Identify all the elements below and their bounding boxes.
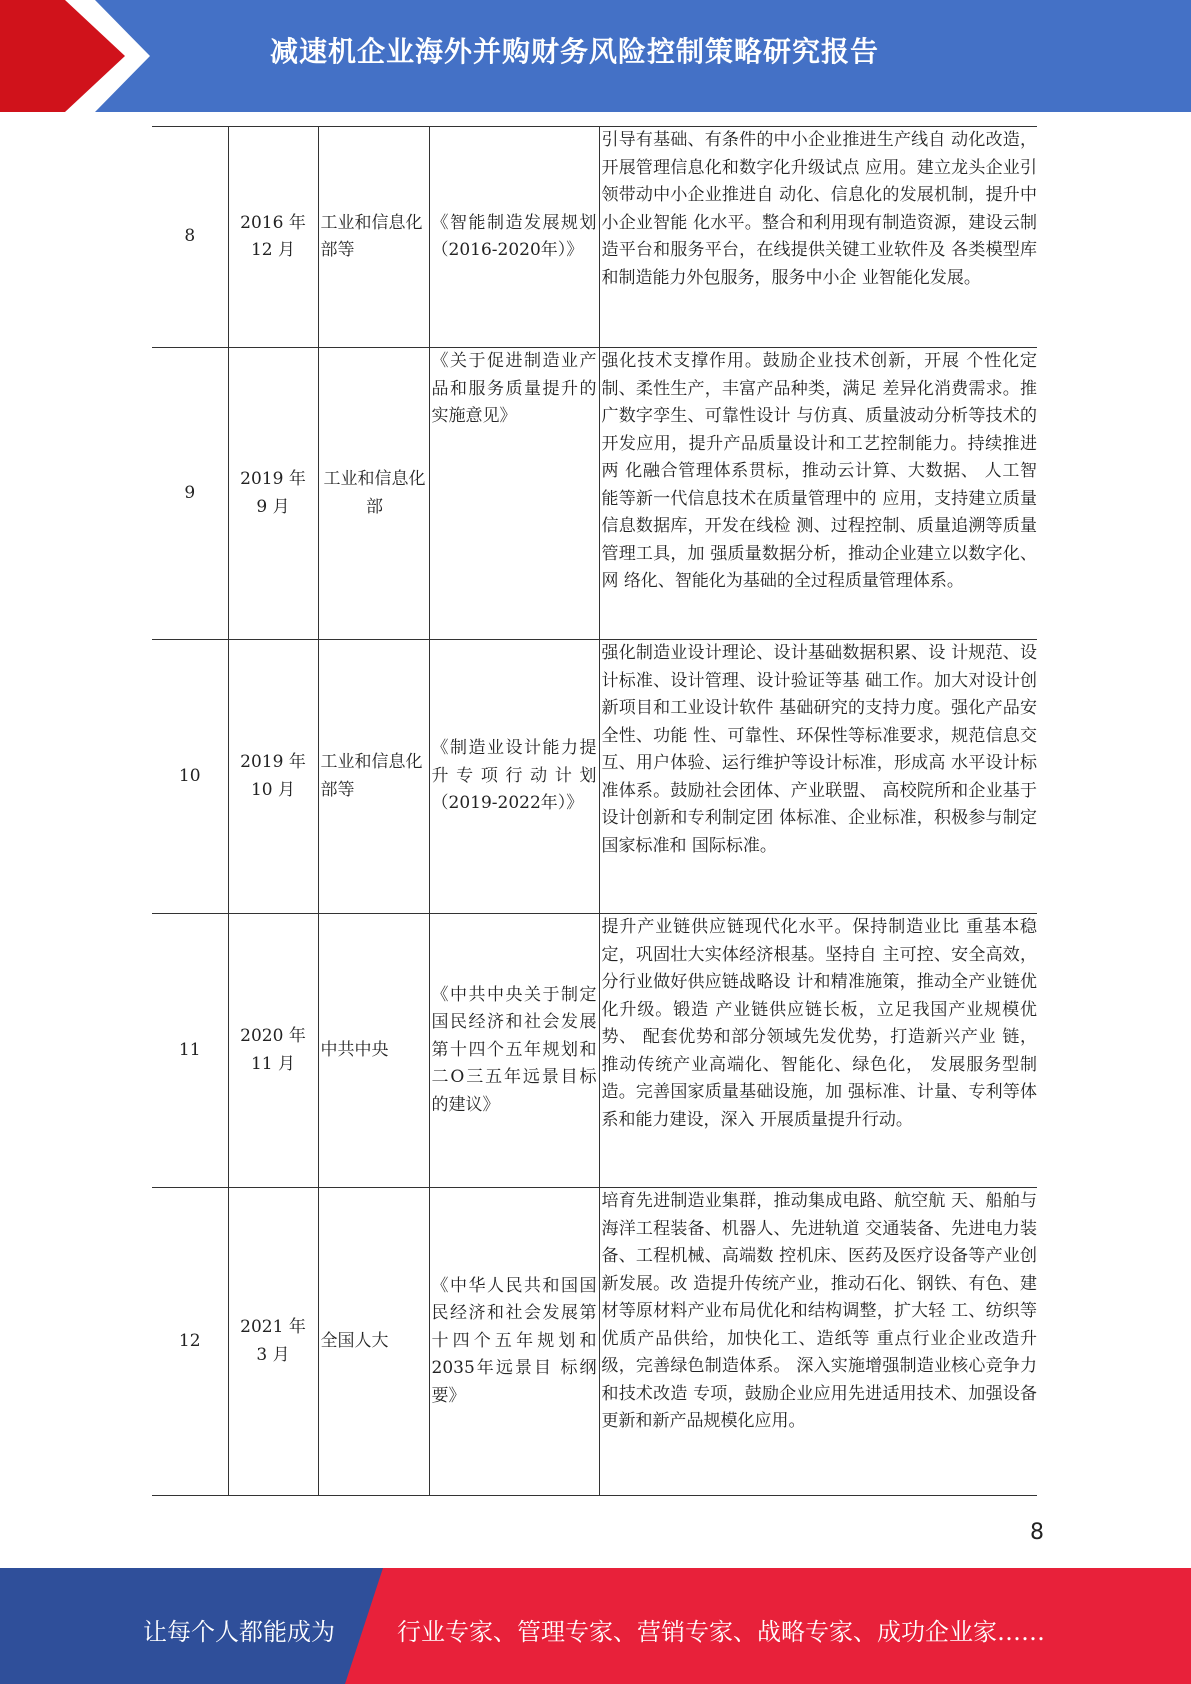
row-document: 《关于促进制造业产品和服务质量提升的实施意见》 [429, 348, 599, 640]
row-date-year: 2021 年 [240, 1317, 306, 1337]
row-number: 8 [152, 127, 228, 348]
row-number: 12 [152, 1188, 228, 1496]
table-row [152, 348, 1037, 640]
table-row [152, 127, 1037, 348]
header-chevron-decoration [0, 0, 160, 112]
row-content [599, 1188, 1037, 1496]
row-content-text: 提升产业链供应链现代化水平。保持制造业比 重基本稳定，巩固壮大实体经济根基。坚持自 主可控、安全高效，分行业做好供应链战略设 计和精准施策，推动全产业链优化升级。锻造 产业链供应链长板，立足我国产业规模优势、 配套优势和部分领域先发优势，打造新兴产业 链，推动传统产业高端化、智能化、绿色化， 发展服务型制造。完善国家质量基础设施，加 强标准、计量、专利等体系和能力建设，深入 开展质量提升行动。 [601, 917, 1037, 1130]
row-date-year: 2016 年 [240, 212, 306, 233]
row-content-text: 强化制造业设计理论、设计基础数据积累、设 计规范、设计标准、设计管理、设计验证等基 础工作。加大对设计创新项目和工业设计软件 基础研究的支持力度。强化产品安全性、功能 性、可靠性、环保性等标准要求，规范信息交 互、用户体验、运行维护等设计标准，形成高 水平设计标准体系。鼓励社会团体、产业联盟、 高校院所和企业基于设计创新和专利制定团 体标准、企业标准，积极参与制定国家标准和 国际标准。 [601, 643, 1037, 856]
row-content [599, 348, 1037, 640]
row-number: 10 [152, 640, 228, 914]
row-date-month: 9 月 [256, 496, 290, 517]
row-document: 《智能制造发展规划（2016-2020年）》 [429, 127, 599, 348]
footer-slogan-right: 行业专家、管理专家、营销专家、战略专家、成功企业家…… [397, 1618, 1045, 1646]
report-title: 减速机企业海外并购财务风险控制策略研究报告 [270, 35, 880, 68]
row-date-month: 3 月 [256, 1344, 290, 1365]
row-number: 9 [152, 348, 228, 640]
row-date [228, 640, 318, 914]
row-department: 工业和信息化部 [318, 348, 429, 640]
row-date [228, 127, 318, 348]
row-content [599, 640, 1037, 914]
footer-slogan-left: 让每个人都能成为 [143, 1618, 335, 1646]
row-document: 《中共中央关于制定国民经济和社会发展第十四个五年规划和二O三五年远景目标的建议》 [429, 914, 599, 1188]
row-content-text: 引导有基础、有条件的中小企业推进生产线自 动化改造，开展管理信息化和数字化升级试点 应用。建立龙头企业引领带动中小企业推进自 动化、信息化的发展机制，提升中小企业智能 化水平。整合和利用现有制造资源，建设云制 造平台和服务平台，在线提供关键工业软件及 各类模型库和制造能力外包服务，服务中小企 业智能化发展。 [601, 130, 1037, 288]
row-department: 工业和信息化部等 [318, 640, 429, 914]
row-department: 工业和信息化部等 [318, 127, 429, 348]
row-date-year: 2019 年 [240, 469, 306, 489]
row-document: 《制造业设计能力提升专项行动计划（2019-2022年）》 [429, 640, 599, 914]
row-content [599, 914, 1037, 1188]
row-document: 《中华人民共和国国民经济和社会发展第十四个五年规划和 2035年远景目 标纲要》 [429, 1188, 599, 1496]
row-date [228, 1188, 318, 1496]
row-department: 全国人大 [318, 1188, 429, 1496]
row-date [228, 348, 318, 640]
table-row [152, 1188, 1037, 1496]
table-row [152, 914, 1037, 1188]
row-content-text: 强化技术支撑作用。鼓励企业技术创新，开展 个性化定制、柔性生产，丰富产品种类，满足 差异化消费需求。推广数字孪生、可靠性设计 与仿真、质量波动分析等技术的开发应用，提升产品质量设计和工艺控制能力。持续推进两 化融合管理体系贯标，推动云计算、大数据、 人工智能等新一代信息技术在质量管理中的 应用，支持建立质量信息数据库，开发在线检 测、过程控制、质量追溯等质量管理工具，加 强质量数据分析，推动企业建立以数字化、网 络化、智能化为基础的全过程质量管理体系。 [601, 351, 1037, 591]
row-date-year: 2020 年 [240, 1026, 306, 1046]
row-date-month: 12 月 [250, 240, 296, 260]
row-content [599, 127, 1037, 348]
page-number: 8 [1030, 1520, 1044, 1545]
row-content-text: 培育先进制造业集群，推动集成电路、航空航 天、船舶与海洋工程装备、机器人、先进轨道 交通装备、先进电力装备、工程机械、高端数 控机床、医药及医疗设备等产业创新发展。改 造提升传统产业，推动石化、钢铁、有色、建 材等原材料产业布局优化和结构调整，扩大轻 工、纺织等优质产品供给，加快化工、造纸等 重点行业企业改造升级，完善绿色制造体系。 深入实施增强制造业核心竞争力和技术改造 专项，鼓励企业应用先进适用技术、加强设备 更新和新产品规模化应用。 [601, 1191, 1037, 1431]
row-date-month: 11 月 [250, 1053, 296, 1074]
row-number: 11 [152, 914, 228, 1188]
page-header [0, 0, 1191, 112]
page-footer [0, 1568, 1191, 1684]
row-date-month: 10 月 [250, 779, 296, 800]
policy-table [152, 126, 1037, 1496]
row-date [228, 914, 318, 1188]
row-date-year: 2019 年 [240, 752, 306, 772]
row-department: 中共中央 [318, 914, 429, 1188]
table-row [152, 640, 1037, 914]
